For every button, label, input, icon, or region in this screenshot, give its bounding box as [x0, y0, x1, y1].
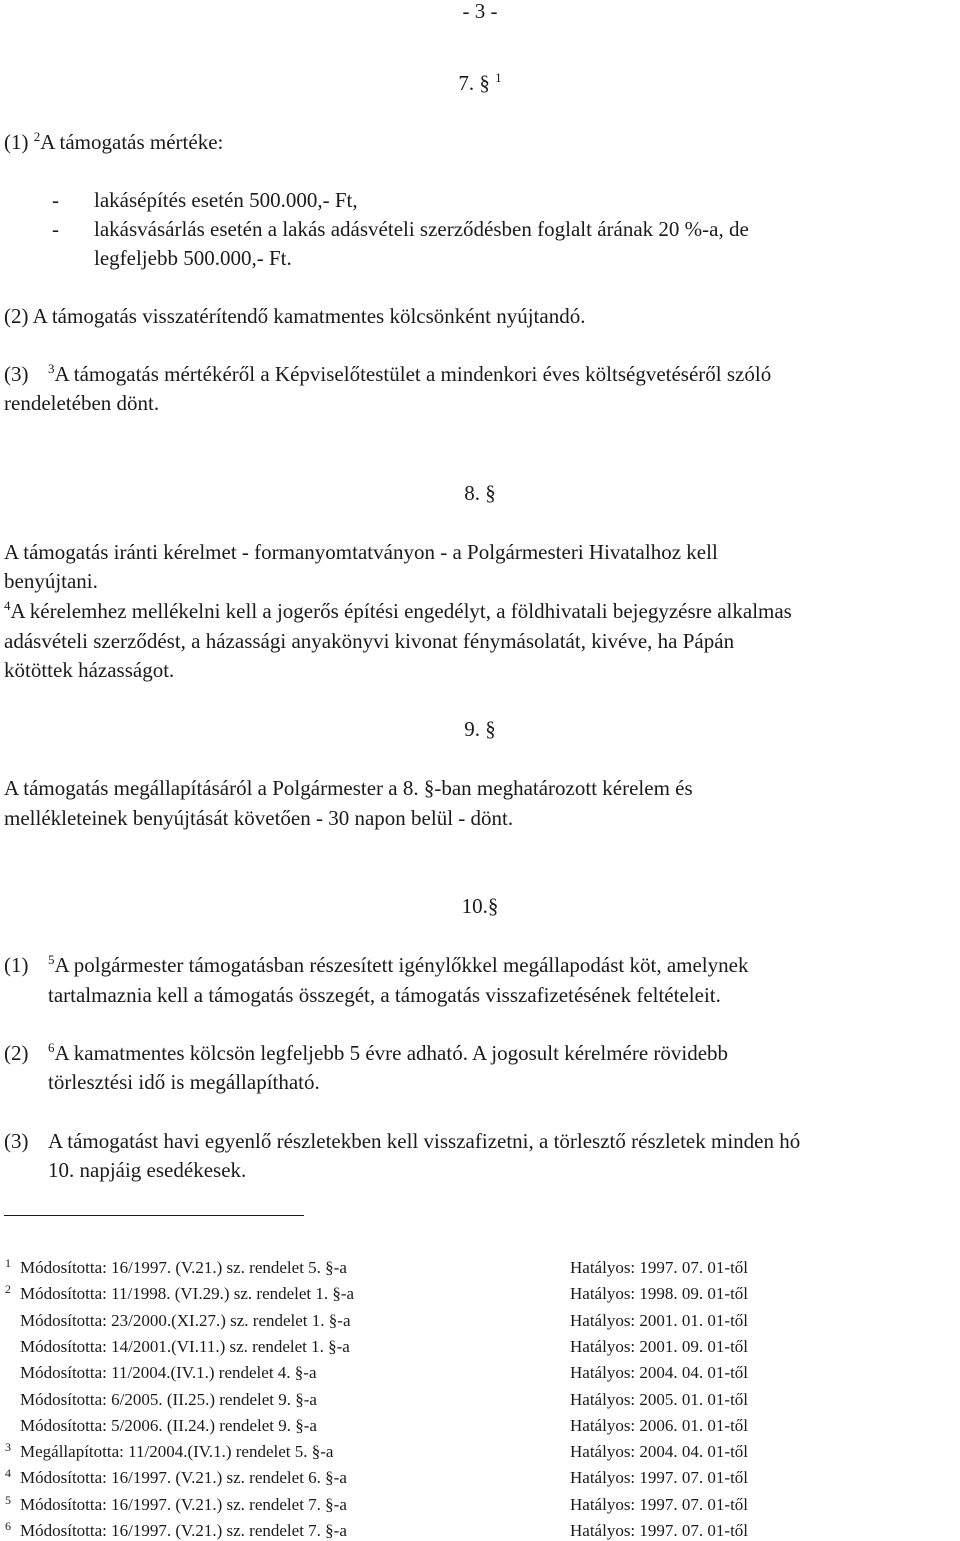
footnote-text: Módosította: 16/1997. (V.21.) sz. rendelet 5. §-a [20, 1258, 347, 1277]
footnote-effective-date: Hatályos: 1997. 07. 01-től [570, 1468, 749, 1487]
s10-para-2-number: (2) [4, 1041, 29, 1065]
s10-para-3-line-2: 10. napjáig esedékesek. [48, 1158, 247, 1182]
s10-para-1-line-2: tartalmaznia kell a támogatás összegét, a támogatás visszafizetésének feltételeit. [48, 983, 721, 1007]
s9-para-1-line-1: A támogatás megállapításáról a Polgármester a 8. §-ban meghatározott kérelem és [4, 776, 693, 800]
footnote-ref-5: 5 [48, 952, 55, 967]
footnote-mark: 4 [5, 1466, 11, 1480]
footnote-effective-date: Hatályos: 2005. 01. 01-től [570, 1390, 749, 1409]
s10-para-1-line-1 [48, 951, 956, 980]
section-9-heading: 9. § [464, 717, 496, 741]
s10-para-3-number: (3) [4, 1129, 29, 1153]
s7-dash-2: - [52, 217, 59, 241]
footnote-separator [4, 1215, 304, 1216]
s7-para-3-line-1 [48, 360, 956, 389]
s8-para-1-line-1: A támogatás iránti kérelmet - formanyomtatványon - a Polgármesteri Hivatalhoz kell [4, 540, 718, 564]
s10-para-2-line-2: törlesztési idő is megállapítható. [48, 1070, 320, 1094]
footnote-effective-date: Hatályos: 2001. 09. 01-től [570, 1337, 749, 1356]
footnote-text: Módosította: 14/2001.(VI.11.) sz. rendelet 1. §-a [20, 1337, 350, 1356]
footnote-ref-1: 1 [495, 70, 502, 85]
footnote-ref-3: 3 [48, 361, 55, 376]
s10-para-3-line-1: A támogatást havi egyenlő részletekben kell visszafizetni, a törlesztő részletek minden hó [48, 1129, 801, 1153]
footnote-text: Módosította: 5/2006. (II.24.) rendelet 9. §-a [20, 1416, 317, 1435]
s8-para-2-line-1 [4, 597, 956, 626]
s10-para-1-line-1-text: A polgármester támogatásban részesített igénylőkkel megállapodást köt, amelynek [54, 953, 749, 977]
s8-para-1-line-2: benyújtani. [4, 569, 98, 593]
section-7-heading [0, 69, 960, 98]
footnote-mark: 3 [5, 1440, 11, 1454]
section-10-heading: 10.§ [461, 894, 499, 918]
s7-para-1 [4, 128, 223, 157]
footnote-effective-date: Hatályos: 2006. 01. 01-től [570, 1416, 749, 1435]
s8-para-2-line-1-text: A kérelemhez mellékelni kell a jogerős építési engedélyt, a földhivatali bejegyzésre alkalmas [10, 599, 792, 623]
footnote-ref-4: 4 [4, 598, 11, 613]
footnote-mark: 5 [5, 1493, 11, 1507]
s7-bullet-1: lakásépítés esetén 500.000,- Ft, [94, 188, 358, 212]
footnote-effective-date: Hatályos: 1997. 07. 01-től [570, 1258, 749, 1277]
s10-para-2-line-1 [48, 1039, 956, 1068]
footnote-ref-2: 2 [33, 129, 41, 144]
section-7-heading-text: 7. § [458, 71, 490, 95]
s7-para-1-text: A támogatás mértéke: [40, 130, 224, 154]
s7-bullet-2-line-1: lakásvásárlás esetén a lakás adásvételi szerződésben foglalt árának 20 %-a, de [94, 217, 749, 241]
footnote-ref-6: 6 [48, 1040, 55, 1055]
s7-para-3-number: (3) [4, 362, 29, 386]
footnote-mark: 6 [5, 1519, 11, 1533]
s8-para-2-line-2: adásvételi szerződést, a házassági anyakönyvi kivonat fénymásolatát, kivéve, ha Pápán [4, 629, 735, 653]
footnote-text: Módosította: 16/1997. (V.21.) sz. rendelet 7. §-a [20, 1521, 347, 1540]
s7-bullet-2-line-2: legfeljebb 500.000,- Ft. [94, 246, 292, 270]
footnote-text: Módosította: 16/1997. (V.21.) sz. rendelet 6. §-a [20, 1468, 347, 1487]
section-8-heading: 8. § [464, 481, 496, 505]
s10-para-2-line-1-text: A kamatmentes kölcsön legfeljebb 5 évre adható. A jogosult kérelmére rövidebb [54, 1041, 729, 1065]
footnote-mark: 1 [5, 1256, 11, 1270]
footnote-effective-date: Hatályos: 1998. 09. 01-től [570, 1284, 749, 1303]
footnote-text: Módosította: 11/2004.(IV.1.) rendelet 4. §-a [20, 1363, 317, 1382]
footnote-effective-date: Hatályos: 2004. 04. 01-től [570, 1363, 749, 1382]
s10-para-1-number: (1) [4, 953, 29, 977]
s7-dash-1: - [52, 188, 59, 212]
s7-para-2: (2) A támogatás visszatérítendő kamatmentes kölcsönként nyújtandó. [4, 304, 586, 328]
footnote-effective-date: Hatályos: 2001. 01. 01-től [570, 1311, 749, 1330]
s9-para-1-line-2: mellékleteinek benyújtását követően - 30 napon belül - dönt. [4, 806, 514, 830]
page-number: - 3 - [462, 0, 498, 23]
footnote-text: Megállapította: 11/2004.(IV.1.) rendelet 5. §-a [20, 1442, 334, 1461]
s7-para-3-line-1-text: A támogatás mértékéről a Képviselőtestület a mindenkori éves költségvetéséről szóló [54, 362, 772, 386]
s7-para-3-line-2: rendeletében dönt. [4, 391, 160, 415]
footnote-text: Módosította: 6/2005. (II.25.) rendelet 9. §-a [20, 1390, 317, 1409]
footnote-effective-date: Hatályos: 2004. 04. 01-től [570, 1442, 749, 1461]
footnote-text: Módosította: 16/1997. (V.21.) sz. rendelet 7. §-a [20, 1495, 347, 1514]
s8-para-2-line-3: kötöttek házasságot. [4, 658, 175, 682]
s7-para-1-number: (1) [4, 130, 29, 154]
footnote-text: Módosította: 11/1998. (VI.29.) sz. rendelet 1. §-a [20, 1284, 355, 1303]
footnote-mark: 2 [5, 1282, 11, 1296]
footnote-effective-date: Hatályos: 1997. 07. 01-től [570, 1495, 749, 1514]
footnote-effective-date: Hatályos: 1997. 07. 01-től [570, 1521, 749, 1540]
footnote-text: Módosította: 23/2000.(XI.27.) sz. rendelet 1. §-a [20, 1311, 351, 1330]
